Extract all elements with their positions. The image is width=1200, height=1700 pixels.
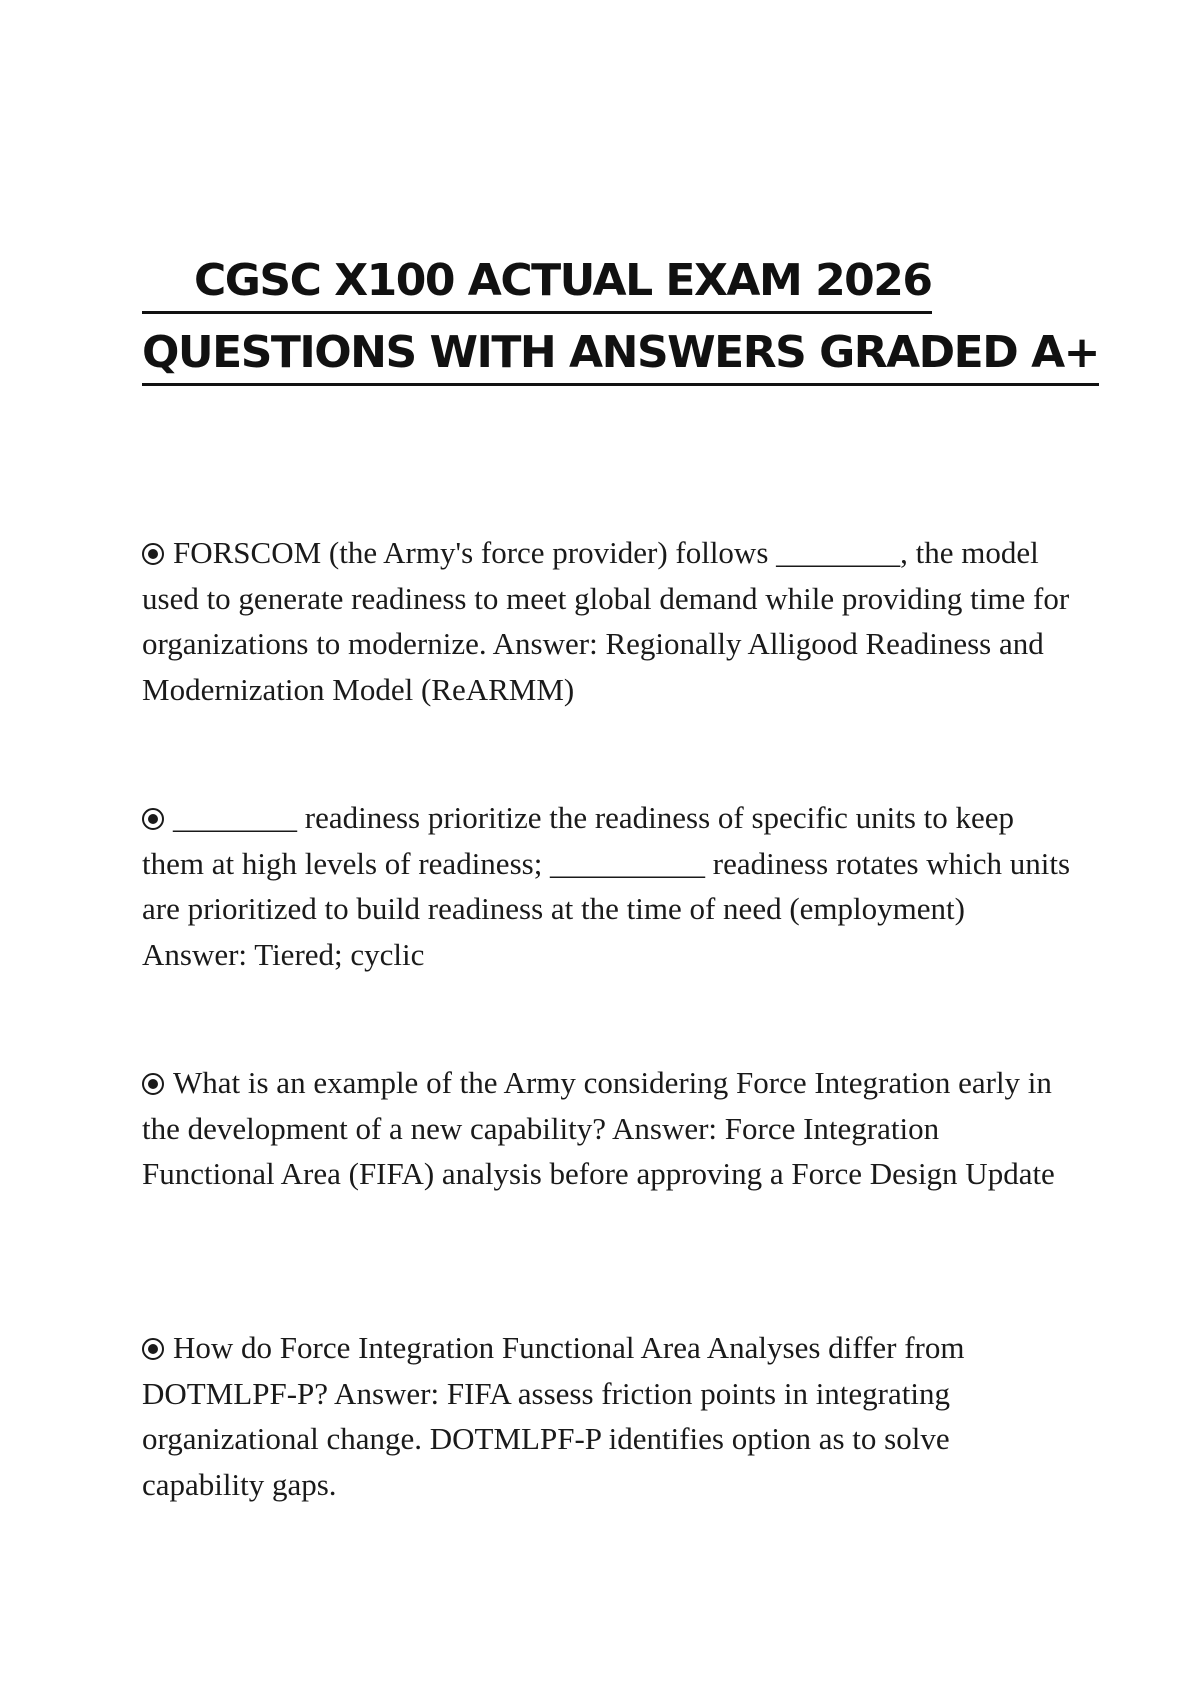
question-text-2: ________ readiness prioritize the readiness of specific units to keep them at high levels of readiness; __________ readiness rotates which units are prioritized to build readiness at the time of need (employment) Answer: Tiered; cyclic	[142, 800, 1071, 972]
question-text-3: What is an example of the Army considering Force Integration early in the development of a new capability? Answer: Force Integration Functional Area (FIFA) analysis before approving a Force Design Update	[142, 1065, 1055, 1191]
question-item-4	[142, 1325, 1072, 1507]
title-line-1	[142, 251, 932, 314]
question-item-3	[142, 1060, 1072, 1197]
title-line-2: QUESTIONS WITH ANSWERS GRADED A+	[142, 323, 1099, 386]
title-line-1-text: CGSC X100 ACTUAL EXAM 2026	[194, 255, 932, 306]
radio-filled-icon	[142, 543, 164, 565]
radio-filled-icon	[142, 1073, 164, 1095]
radio-filled-icon	[142, 1338, 164, 1360]
question-item-1	[142, 530, 1072, 712]
radio-filled-icon	[142, 808, 164, 830]
question-text-4: How do Force Integration Functional Area Analyses differ from DOTMLPF-P? Answer: FIFA assess friction points in integrating organizational change. DOTMLPF-P identifies option as to solve capability gaps.	[142, 1330, 965, 1502]
question-item-2	[142, 795, 1072, 977]
document-title	[142, 245, 1102, 389]
question-text-1: FORSCOM (the Army's force provider) follows ________, the model used to generate readiness to meet global demand while providing time for organizations to modernize. Answer: Regionally Alligood Readiness and Modernization Model (ReARMM)	[142, 535, 1070, 707]
